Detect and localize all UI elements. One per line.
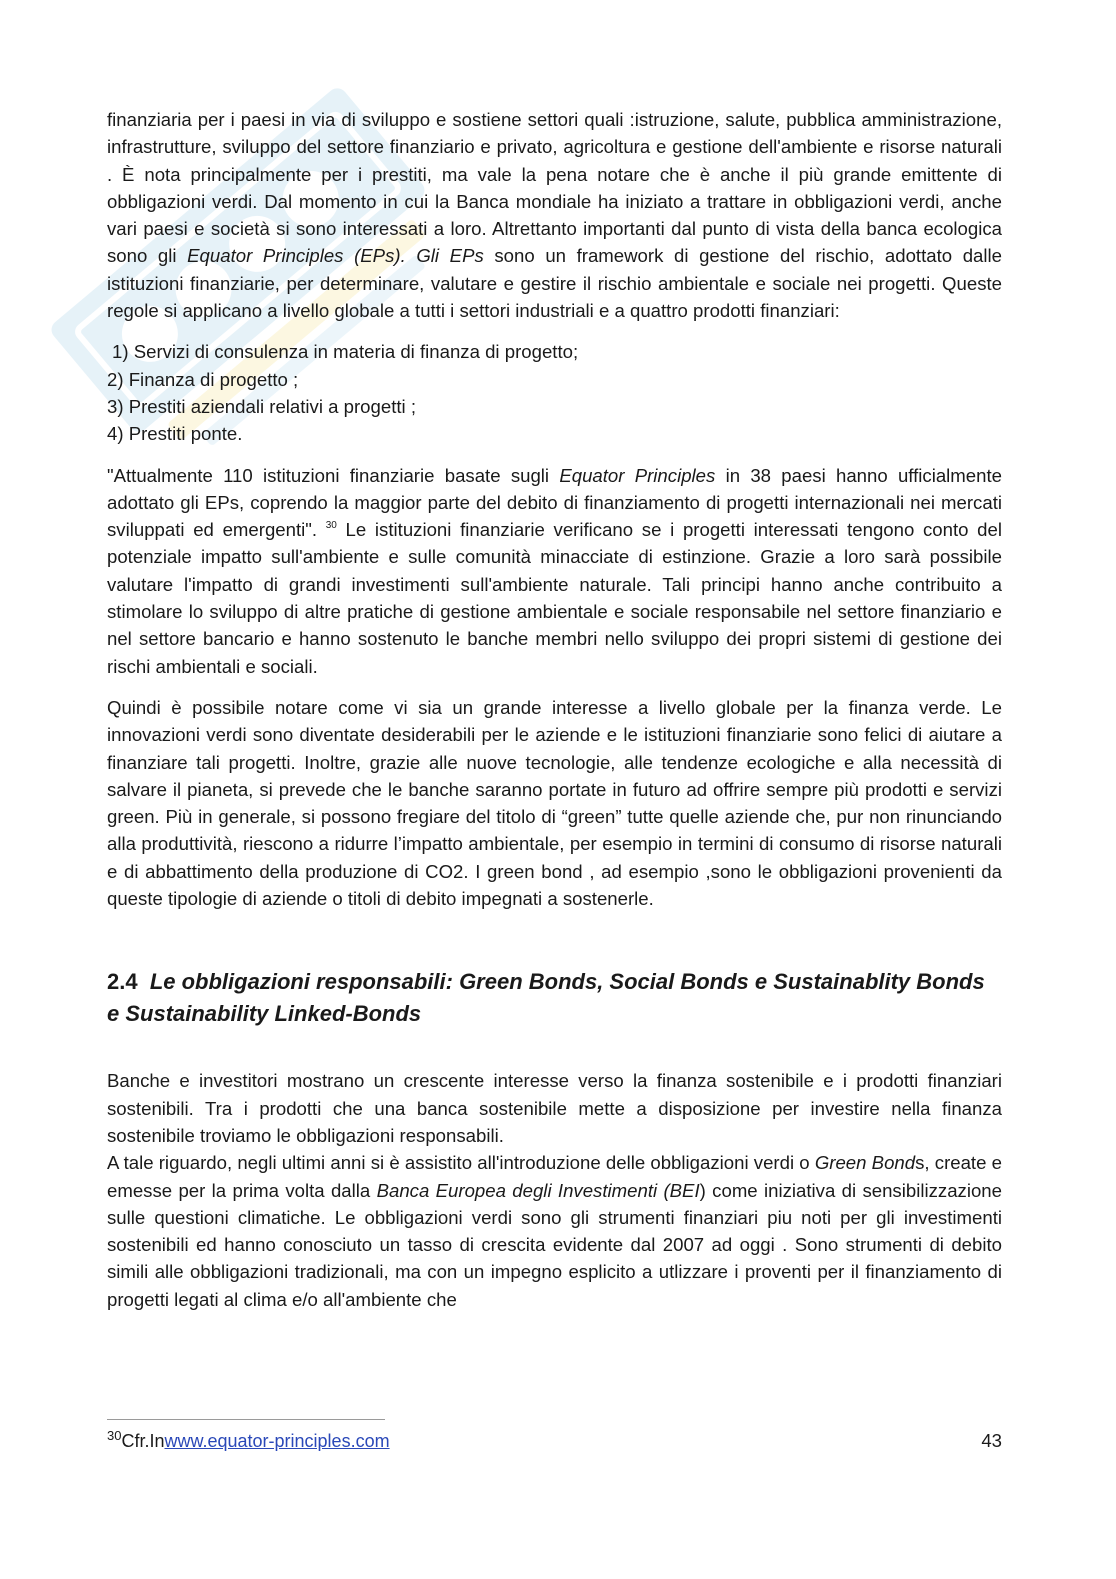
paragraph: "Attualmente 110 istituzioni finanziarie basate sugli Equator Principles in 38 paesi hanno ufficialmente adottato gli EPs, coprendo la maggior parte del debito di finanziamento di progetti internazionali nei mercati sviluppati ed emergenti". $^{30}$ Le istituzioni finanziarie verificano se i progetti interessati tengono conto del potenziale impatto sull'ambiente e sulle comunità minacciate di estinzione. Grazie a loro sarà possibile valutare l'impatto di grandi investimenti sull'ambiente naturale. Tali principi hanno anche contribuito a stimolare lo sviluppo di altre pratiche di gestione ambientale e sociale responsabile nel settore finanziario e nel settore bancario e hanno sostenuto le banche membri nello sviluppo dei propri sistemi di gestione dei rischi ambientali e sociali. bbox=[107, 464, 1002, 677]
list-item: 3) Prestiti aziendali relativi a progetti ; bbox=[107, 395, 417, 417]
list-item: 1) Servizi di consulenza in materia di finanza di progetto; bbox=[112, 341, 579, 363]
list-item: 4) Prestiti ponte. bbox=[107, 423, 243, 445]
paragraph: Quindi è possibile notare come vi sia un grande interesse a livello globale per la finanza verde. Le innovazioni verdi sono diventate desiderabili per le aziende e le istituzioni finanziarie sono felici di aiutare a finanziare tali progetti. Inoltre, grazie alle nuove tecnologie, alle tendenze ecologiche e alla necessità di salvare il pianeta, si prevede che le banche saranno portate in futuro ad offrire sempre più prodotti e servizi green. Più in generale, si possono fregiare del titolo di “green” tutte quelle aziende che, pur non rinunciando alla produttività, riescono a ridurre l’impatto ambientale, per esempio in termini di consumo di risorse naturali e di abbattimento della produzione di CO2. I green bond , ad esempio ,sono le obbligazioni provenienti da queste tipologie di aziende o titoli di debito impegnati a sostenerle. bbox=[107, 696, 1002, 910]
paragraph: A tale riguardo, negli ultimi anni si è assistito all'introduzione delle obbligazioni verdi o Green Bonds, create e emesse per la prima volta dalla Banca Europea degli Investimenti (BEI) come iniziativa di sensibilizzazione sulle questioni climatiche. Le obbligazioni verdi sono gli strumenti finanziari piu noti per gli investimenti sostenibili ed hanno conosciuto un tasso di crescita evidente dal 2007 ad oggi . Sono strumenti di debito simili alle obbligazioni tradizionali, ma con un impegno esplicito a utlizzare i proventi per il finanziamento di progetti legati al clima e/o all'ambiente che bbox=[107, 1152, 1002, 1310]
footnote-number: 30 bbox=[107, 1428, 122, 1443]
section-heading: 2.4 Le obbligazioni responsabili: Green Bonds, Social Bonds e Sustainablity Bonds e Sustainability Linked-Bonds bbox=[107, 969, 985, 1027]
footnote-separator bbox=[107, 1419, 385, 1420]
list-item: 2) Finanza di progetto ; bbox=[107, 368, 299, 390]
paragraph: Banche e investitori mostrano un crescente interesse verso la finanza sostenibile e i prodotti finanziari sostenibili. Tra i prodotti che una banca sostenibile mette a disposizione per investire nella finanza sostenibile troviamo le obbligazioni responsabili. bbox=[107, 1070, 1002, 1146]
footnote-prefix: Cfr.In bbox=[121, 1431, 165, 1451]
footnote bbox=[107, 1429, 390, 1453]
page-number: 43 bbox=[981, 1430, 1002, 1451]
footnote-link[interactable]: www.equator-principles.com bbox=[164, 1431, 390, 1451]
page-body bbox=[107, 106, 1002, 1313]
paragraph: finanziaria per i paesi in via di sviluppo e sostiene settori quali :istruzione, salute, pubblica amministrazione, infrastrutture, sviluppo del settore finanziario e privato, agricoltura e gestione dell'ambiente e risorse naturali . È nota principalmente per i prestiti, ma vale la pena notare che è anche il più grande emittente di obbligazioni verdi. Dal momento in cui la Banca mondiale ha iniziato a trattare in obbligazioni verdi, anche vari paesi e società si sono interessati a loro. Altrettanto importanti dal punto di vista della banca ecologica sono gli Equator Principles (EPs). Gli EPs sono un framework di gestione del rischio, adottato dalle istituzioni finanziarie, per determinare, valutare e gestire il rischio ambientale e sociale nei progetti. Queste regole si applicano a livello globale a tutti i settori industriali e a quattro prodotti finanziari: bbox=[107, 109, 1002, 322]
financial-products-list bbox=[107, 338, 1002, 447]
footnote-reference[interactable]: 30 bbox=[325, 520, 337, 532]
